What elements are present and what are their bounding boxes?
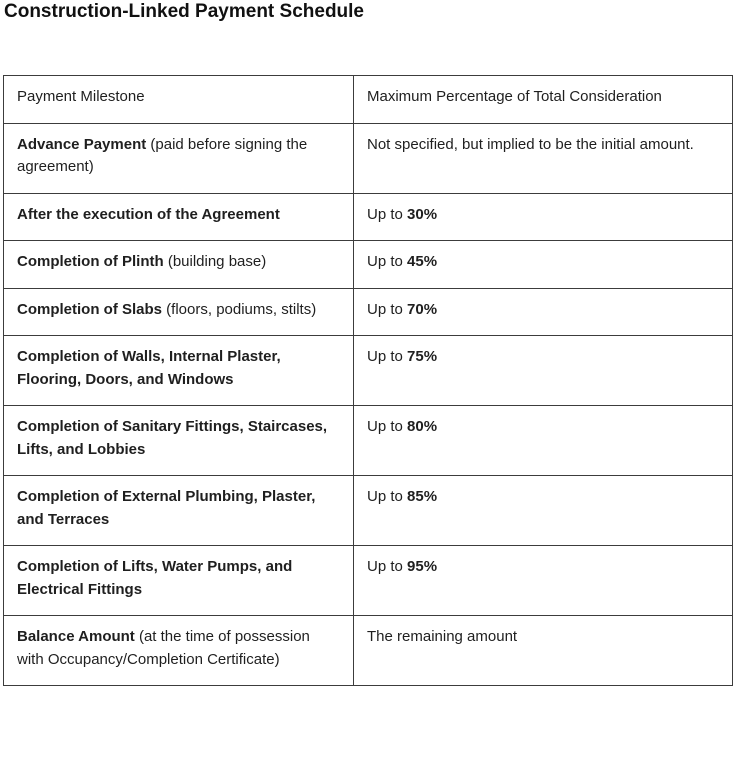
- table-row: [4, 241, 733, 289]
- table-row: [4, 123, 733, 193]
- milestone-name: Completion of Walls, Internal Plaster, Flooring, Doors, and Windows: [17, 348, 281, 388]
- percentage-value: 75%: [407, 348, 438, 365]
- percentage-prefix: Not specified, but implied to be the initial amount.: [367, 135, 694, 153]
- percentage-cell: [354, 616, 733, 686]
- milestone-note: (building base): [163, 253, 267, 270]
- milestone-note: (at the time of possession with Occupancy/Completion Certificate): [17, 628, 310, 668]
- milestone-name: Balance Amount: [17, 628, 135, 645]
- percentage-prefix: Up to: [367, 300, 408, 318]
- percentage-cell: [354, 546, 733, 616]
- milestone-name: Completion of Sanitary Fittings, Staircases, Lifts, and Lobbies: [17, 418, 328, 458]
- percentage-value: 85%: [407, 488, 438, 505]
- table-row: [4, 288, 733, 336]
- percentage-cell: [354, 406, 733, 476]
- table-row: [4, 476, 733, 546]
- percentage-prefix: Up to: [367, 418, 408, 435]
- milestone-cell: [4, 336, 354, 406]
- percentage-prefix: Up to: [367, 348, 408, 365]
- column-header-milestone: Payment Milestone: [4, 76, 354, 124]
- percentage-value: 30%: [407, 205, 438, 223]
- milestone-cell: [4, 241, 354, 289]
- table-row: [4, 616, 733, 686]
- percentage-value: 70%: [407, 300, 438, 318]
- percentage-cell: [354, 336, 733, 406]
- milestone-name: After the execution of the Agreement: [17, 205, 280, 223]
- table-row: [4, 193, 733, 241]
- percentage-value: 95%: [407, 558, 438, 575]
- milestone-cell: [4, 546, 354, 616]
- milestone-note: (floors, podiums, stilts): [162, 300, 317, 318]
- percentage-cell: [354, 476, 733, 546]
- percentage-cell: [354, 123, 733, 193]
- milestone-cell: [4, 193, 354, 241]
- percentage-cell: [354, 241, 733, 289]
- milestone-name: Advance Payment: [17, 135, 147, 153]
- milestone-name: Completion of Slabs: [17, 300, 163, 318]
- page-title: Construction-Linked Payment Schedule: [4, 1, 364, 22]
- milestone-name: Completion of External Plumbing, Plaster, and Terraces: [17, 488, 316, 528]
- percentage-prefix: Up to: [367, 558, 408, 575]
- percentage-value: 80%: [407, 418, 438, 435]
- milestone-cell: [4, 406, 354, 476]
- milestone-note: (paid before signing the agreement): [17, 135, 308, 175]
- percentage-prefix: The remaining amount: [367, 628, 518, 645]
- column-header-percentage: Maximum Percentage of Total Consideration: [354, 76, 733, 124]
- payment-schedule-table: [3, 75, 733, 686]
- percentage-prefix: Up to: [367, 253, 408, 270]
- milestone-cell: [4, 288, 354, 336]
- table-header-row: [4, 76, 733, 124]
- milestone-cell: [4, 616, 354, 686]
- table-row: [4, 546, 733, 616]
- percentage-prefix: Up to: [367, 488, 408, 505]
- percentage-cell: [354, 288, 733, 336]
- percentage-prefix: Up to: [367, 205, 408, 223]
- milestone-cell: [4, 476, 354, 546]
- table-row: [4, 336, 733, 406]
- percentage-cell: [354, 193, 733, 241]
- table-row: [4, 406, 733, 476]
- milestone-name: Completion of Lifts, Water Pumps, and Electrical Fittings: [17, 558, 293, 598]
- milestone-cell: [4, 123, 354, 193]
- percentage-value: 45%: [407, 253, 438, 270]
- milestone-name: Completion of Plinth: [17, 253, 164, 270]
